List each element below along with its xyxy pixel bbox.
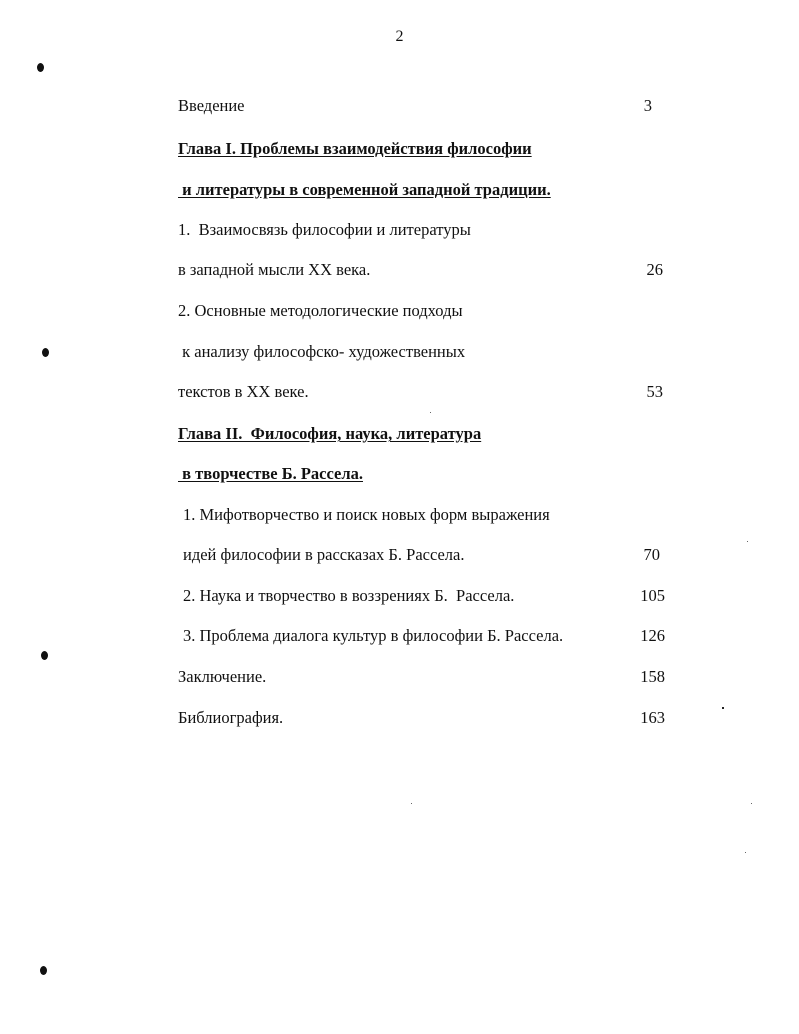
toc-chapter-2-heading-line-2 <box>0 464 799 488</box>
toc-section-1-1-title-continued: в западной мысли XX века. <box>178 260 371 279</box>
toc-section-1-2-title: 2. Основные методологические подходы <box>178 301 463 320</box>
toc-section-1-1-line-1 <box>0 220 799 244</box>
toc-entry-bibliography <box>0 708 799 732</box>
toc-chapter-2-heading-line-1 <box>0 424 799 448</box>
toc-section-2-1-title: 1. Мифотворчество и поиск новых форм выражения <box>183 505 550 524</box>
toc-entry-bibliography-text: Библиография. <box>178 708 284 727</box>
toc-section-1-2-line-1 <box>0 301 799 325</box>
toc-chapter-2-title-continued: в творчестве Б. Рассела. <box>178 464 363 483</box>
toc-section-2-1-line-2 <box>0 545 799 569</box>
toc-section-2-1-title-continued: идей философии в рассказах Б. Рассела. <box>183 545 465 564</box>
toc-section-1-2-line-3 <box>0 382 799 406</box>
scan-speck <box>430 412 431 413</box>
toc-section-2-3 <box>0 626 799 650</box>
scan-speck <box>751 803 752 804</box>
page-number: 2 <box>395 28 404 45</box>
toc-section-1-1-title: 1. Взаимосвязь философии и литературы <box>178 220 471 239</box>
toc-section-1-2-line-2 <box>0 342 799 366</box>
toc-chapter-1-heading-line-1 <box>0 139 799 163</box>
toc-entry-intro-page: 3 <box>643 96 652 115</box>
toc-section-2-3-page: 126 <box>640 626 665 645</box>
toc-chapter-1-heading-line-2 <box>0 180 799 204</box>
toc-section-2-1-line-1 <box>0 505 799 529</box>
binder-mark <box>42 348 49 357</box>
scan-speck <box>745 852 746 853</box>
scan-speck <box>747 541 748 542</box>
toc-entry-intro-text: Введение <box>178 96 245 115</box>
toc-section-2-2-page: 105 <box>640 586 665 605</box>
binder-mark <box>41 651 48 660</box>
toc-section-1-2-title-continued: к анализу философско- художественных <box>178 342 466 361</box>
toc-section-2-1-page: 70 <box>643 545 660 564</box>
scan-speck <box>411 803 412 804</box>
toc-chapter-1-title: Глава I. Проблемы взаимодействия философии <box>178 139 532 158</box>
toc-section-1-2-page: 53 <box>646 382 663 401</box>
scan-speck <box>722 707 724 709</box>
binder-mark <box>40 966 47 975</box>
binder-mark <box>37 63 44 72</box>
toc-section-2-3-title: 3. Проблема диалога культур в философии Б. Рассела. <box>183 626 564 645</box>
toc-section-1-1-line-2 <box>0 260 799 284</box>
toc-entry-bibliography-page: 163 <box>640 708 665 727</box>
toc-chapter-1-title-continued: и литературы в современной западной традиции. <box>178 180 551 199</box>
toc-entry-intro <box>0 96 799 120</box>
toc-section-2-2-title: 2. Наука и творчество в воззрениях Б. Рассела. <box>183 586 515 605</box>
toc-section-2-2 <box>0 586 799 610</box>
toc-chapter-2-title: Глава II. Философия, наука, литература <box>178 424 482 443</box>
toc-entry-conclusion-text: Заключение. <box>178 667 267 686</box>
toc-section-1-1-page: 26 <box>646 260 663 279</box>
toc-entry-conclusion <box>0 667 799 691</box>
toc-entry-conclusion-page: 158 <box>640 667 665 686</box>
toc-section-1-2-title-end: текстов в XX веке. <box>178 382 309 401</box>
